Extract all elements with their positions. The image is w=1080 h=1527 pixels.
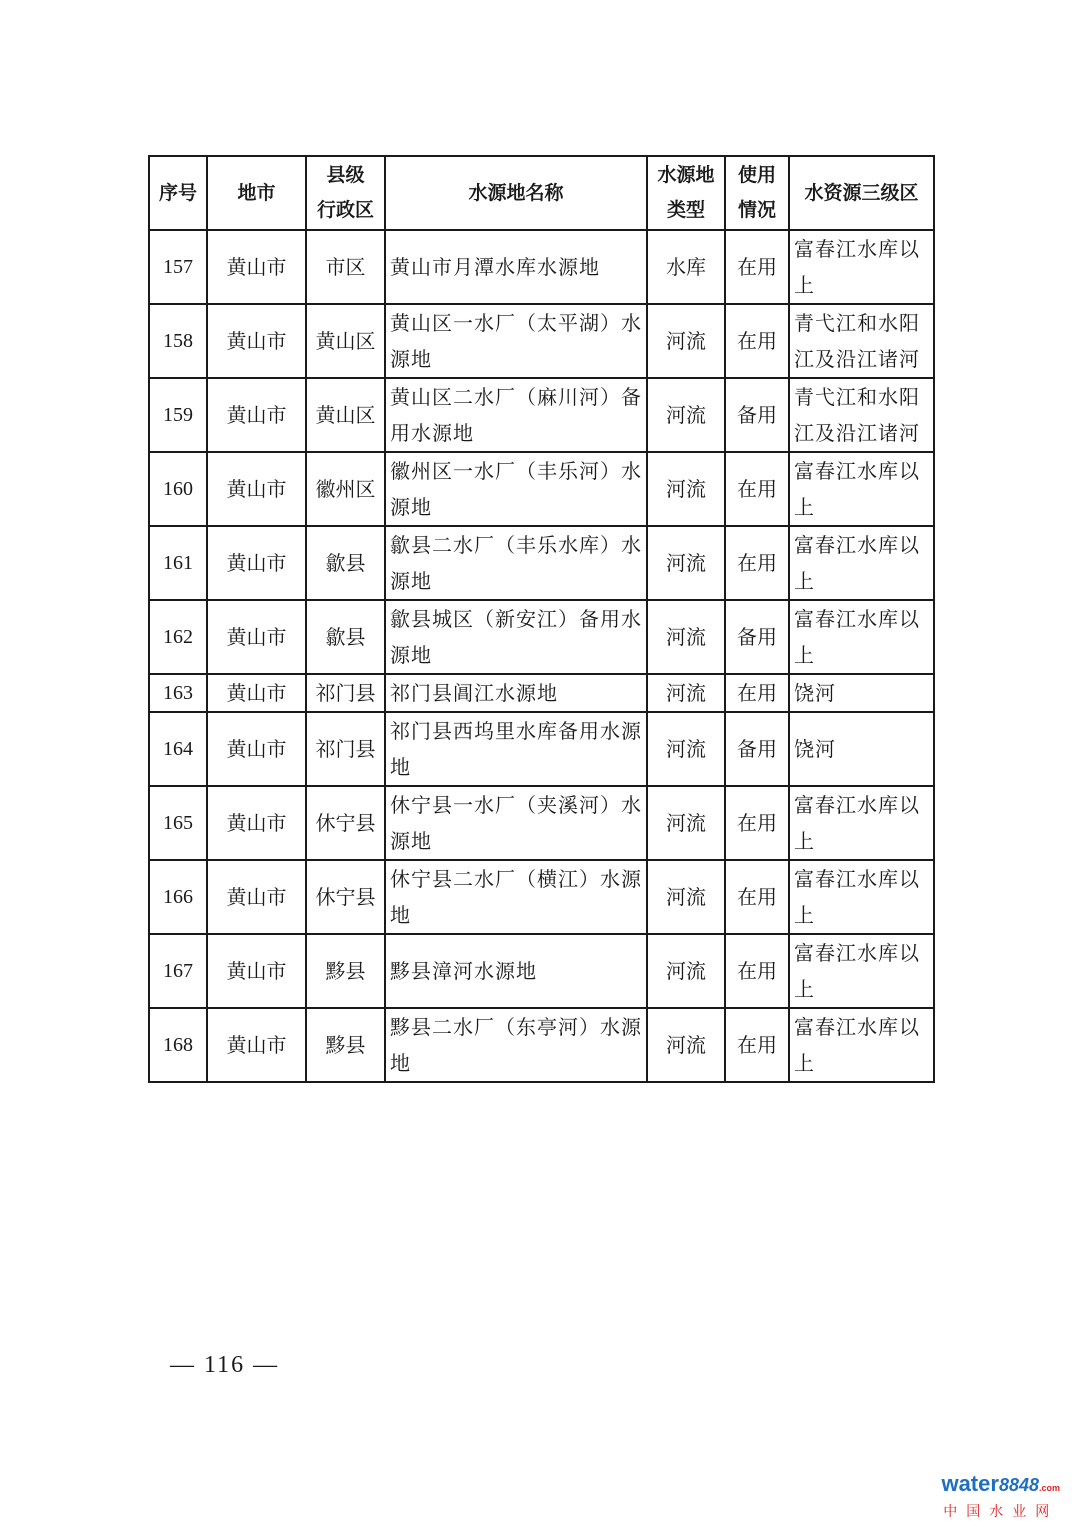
cell-status: 在用 [725, 674, 789, 712]
header-status [725, 156, 789, 230]
cell-city: 黄山市 [207, 230, 306, 304]
header-status-line1: 使用 [737, 164, 776, 186]
cell-name: 黄山区二水厂（麻川河）备用水源地 [385, 378, 647, 452]
cell-status: 备用 [725, 378, 789, 452]
table-row [149, 600, 934, 674]
cell-no: 162 [149, 600, 207, 674]
cell-city: 黄山市 [207, 860, 306, 934]
table-row [149, 934, 934, 1008]
cell-no: 167 [149, 934, 207, 1008]
cell-no: 158 [149, 304, 207, 378]
cell-status: 在用 [725, 1008, 789, 1082]
cell-zone: 富春江水库以上 [789, 230, 934, 304]
table-row [149, 230, 934, 304]
cell-name: 黄山区一水厂（太平湖）水源地 [385, 304, 647, 378]
cell-no: 159 [149, 378, 207, 452]
cell-status: 在用 [725, 860, 789, 934]
cell-type: 河流 [647, 452, 725, 526]
table-row [149, 786, 934, 860]
cell-no: 163 [149, 674, 207, 712]
cell-name: 徽州区一水厂（丰乐河）水源地 [385, 452, 647, 526]
cell-zone: 饶河 [789, 712, 934, 786]
cell-zone: 富春江水库以上 [789, 786, 934, 860]
cell-no: 161 [149, 526, 207, 600]
cell-status: 在用 [725, 526, 789, 600]
cell-zone: 富春江水库以上 [789, 860, 934, 934]
cell-city: 黄山市 [207, 378, 306, 452]
cell-type: 河流 [647, 378, 725, 452]
cell-no: 157 [149, 230, 207, 304]
watermark-subtitle: 中国水业网 [943, 1504, 1059, 1520]
header-county-line2: 行政区 [316, 199, 374, 221]
cell-county: 黟县 [306, 934, 385, 1008]
cell-name: 休宁县一水厂（夹溪河）水源地 [385, 786, 647, 860]
cell-county: 歙县 [306, 600, 385, 674]
cell-type: 河流 [647, 786, 725, 860]
table-row [149, 452, 934, 526]
header-no: 序号 [149, 156, 207, 230]
table-row [149, 526, 934, 600]
cell-status: 在用 [725, 934, 789, 1008]
header-name: 水源地名称 [385, 156, 647, 230]
cell-name: 歙县城区（新安江）备用水源地 [385, 600, 647, 674]
table-row [149, 712, 934, 786]
cell-type: 河流 [647, 712, 725, 786]
cell-no: 164 [149, 712, 207, 786]
cell-county: 徽州区 [306, 452, 385, 526]
cell-city: 黄山市 [207, 526, 306, 600]
cell-county: 歙县 [306, 526, 385, 600]
water-source-table [148, 155, 935, 1083]
table-row [149, 1008, 934, 1082]
cell-name: 黟县漳河水源地 [385, 934, 647, 1008]
header-zone: 水资源三级区 [789, 156, 934, 230]
cell-status: 在用 [725, 452, 789, 526]
cell-county: 祁门县 [306, 674, 385, 712]
cell-county: 休宁县 [306, 860, 385, 934]
cell-zone: 饶河 [789, 674, 934, 712]
cell-county: 市区 [306, 230, 385, 304]
cell-county: 黄山区 [306, 378, 385, 452]
watermark-brand [941, 1473, 1060, 1499]
cell-no: 166 [149, 860, 207, 934]
watermark-brand-suffix: .com [1038, 1483, 1060, 1493]
watermark-logo [941, 1473, 1060, 1521]
page-number: — 116 — [170, 1352, 280, 1378]
cell-name: 祁门县西坞里水库备用水源地 [385, 712, 647, 786]
cell-no: 160 [149, 452, 207, 526]
cell-zone: 青弋江和水阳江及沿江诸河 [789, 304, 934, 378]
watermark-brand-word: water [941, 1471, 999, 1496]
cell-no: 168 [149, 1008, 207, 1082]
header-type-line2: 类型 [666, 199, 705, 221]
cell-status: 备用 [725, 600, 789, 674]
cell-county: 休宁县 [306, 786, 385, 860]
cell-status: 在用 [725, 230, 789, 304]
cell-type: 河流 [647, 526, 725, 600]
cell-zone: 富春江水库以上 [789, 600, 934, 674]
cell-name: 歙县二水厂（丰乐水库）水源地 [385, 526, 647, 600]
table-row [149, 860, 934, 934]
cell-name: 休宁县二水厂（横江）水源地 [385, 860, 647, 934]
cell-city: 黄山市 [207, 600, 306, 674]
cell-name: 黄山市月潭水库水源地 [385, 230, 647, 304]
header-type-line1: 水源地 [657, 164, 715, 186]
header-status-line2: 情况 [737, 199, 776, 221]
cell-city: 黄山市 [207, 674, 306, 712]
cell-city: 黄山市 [207, 934, 306, 1008]
cell-zone: 富春江水库以上 [789, 934, 934, 1008]
cell-name: 祁门县阊江水源地 [385, 674, 647, 712]
table-row [149, 378, 934, 452]
cell-zone: 富春江水库以上 [789, 526, 934, 600]
cell-name: 黟县二水厂（东亭河）水源地 [385, 1008, 647, 1082]
cell-status: 在用 [725, 304, 789, 378]
table-body [149, 230, 934, 1082]
cell-city: 黄山市 [207, 304, 306, 378]
cell-county: 黄山区 [306, 304, 385, 378]
cell-type: 河流 [647, 304, 725, 378]
cell-zone: 富春江水库以上 [789, 452, 934, 526]
cell-city: 黄山市 [207, 452, 306, 526]
header-city: 地市 [207, 156, 306, 230]
watermark-brand-number: 8848 [998, 1475, 1039, 1495]
cell-zone: 富春江水库以上 [789, 1008, 934, 1082]
cell-county: 黟县 [306, 1008, 385, 1082]
header-county-line1: 县级 [326, 164, 365, 186]
cell-city: 黄山市 [207, 712, 306, 786]
cell-status: 备用 [725, 712, 789, 786]
table-row [149, 674, 934, 712]
cell-type: 河流 [647, 1008, 725, 1082]
table-row [149, 304, 934, 378]
header-row [149, 156, 934, 230]
cell-no: 165 [149, 786, 207, 860]
header-type [647, 156, 725, 230]
cell-county: 祁门县 [306, 712, 385, 786]
cell-status: 在用 [725, 786, 789, 860]
table-header [149, 156, 934, 230]
cell-type: 河流 [647, 674, 725, 712]
cell-type: 河流 [647, 600, 725, 674]
cell-city: 黄山市 [207, 786, 306, 860]
cell-zone: 青弋江和水阳江及沿江诸河 [789, 378, 934, 452]
header-county [306, 156, 385, 230]
cell-type: 河流 [647, 860, 725, 934]
cell-type: 水库 [647, 230, 725, 304]
cell-city: 黄山市 [207, 1008, 306, 1082]
cell-type: 河流 [647, 934, 725, 1008]
